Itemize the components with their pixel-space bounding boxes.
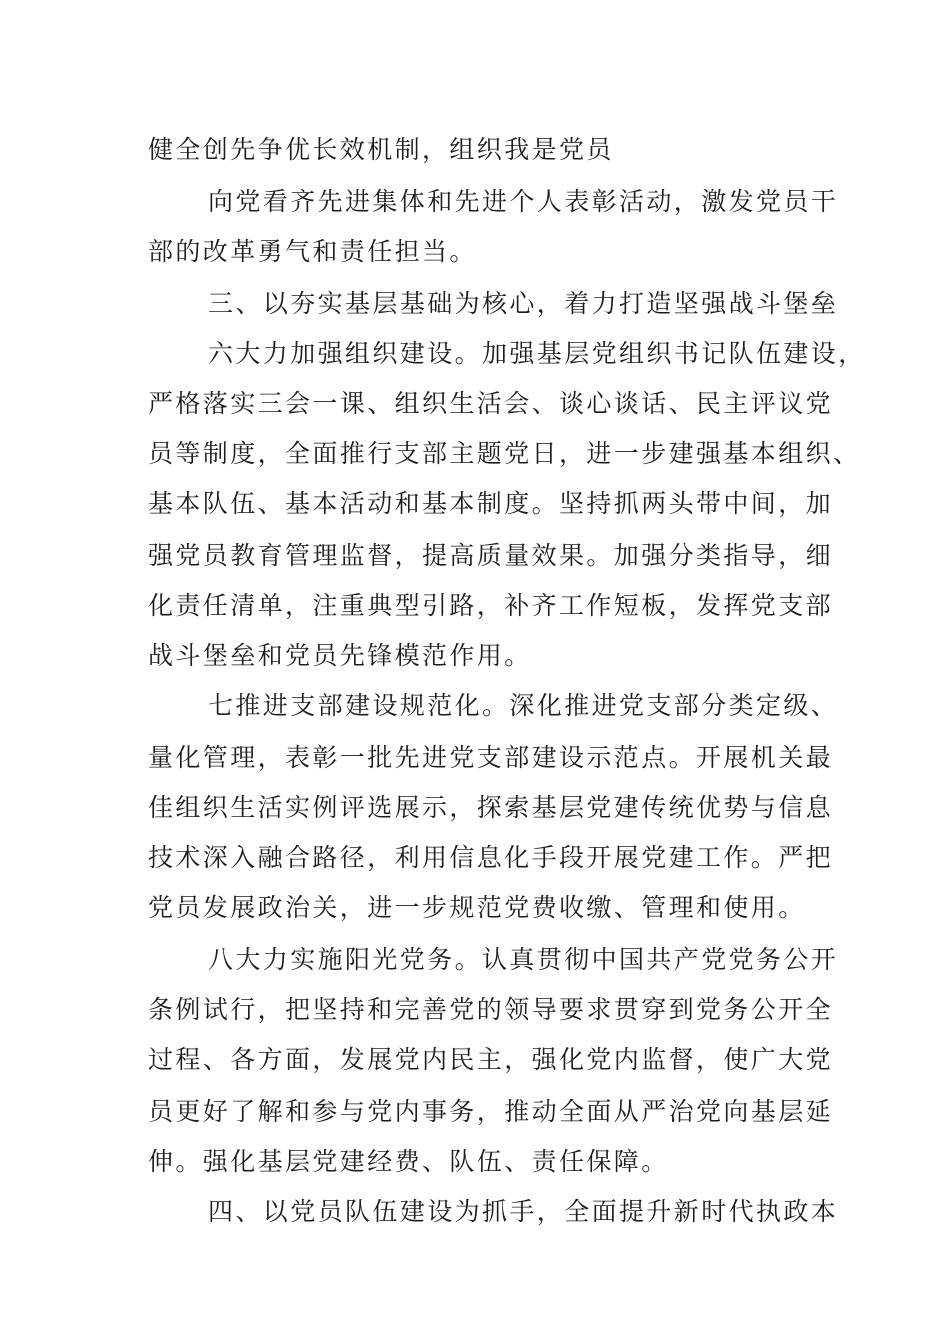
text-line: 战斗堡垒和党员先锋模范作用。	[148, 641, 532, 670]
text-line: 强党员教育管理监督，提高质量效果。加强分类指导，细	[148, 541, 834, 570]
section-heading: 三、以夯实基层基础为核心，着力打造坚强战斗堡垒	[208, 289, 839, 318]
text-line: 基本队伍、基本活动和基本制度。坚持抓两头带中间，加	[148, 489, 834, 518]
text-line: 员更好了解和参与党内事务，推动全面从严治党向基层延	[148, 1097, 834, 1126]
text-line: 化责任清单，注重典型引路，补齐工作短板，发挥党支部	[148, 591, 834, 620]
text-line: 党员发展政治关，进一步规范党费收缴、管理和使用。	[148, 893, 806, 922]
text-line: 严格落实三会一课、组织生活会、谈心谈话、民主评议党	[148, 389, 834, 418]
text-line: 部的改革勇气和责任担当。	[148, 237, 477, 266]
section-heading: 四、以党员队伍建设为抓手，全面提升新时代执政本	[208, 1197, 839, 1226]
text-line: 六大力加强组织建设。加强基层党组织书记队伍建设，	[208, 339, 866, 368]
text-line: 技术深入融合路径，利用信息化手段开展党建工作。严把	[148, 843, 834, 872]
text-line: 八大力实施阳光党务。认真贯彻中国共产党党务公开	[208, 945, 839, 974]
text-line: 健全创先争优长效机制，组织我是党员	[148, 135, 614, 164]
text-line: 条例试行，把坚持和完善党的领导要求贯穿到党务公开全	[148, 995, 834, 1024]
text-line: 员等制度，全面推行支部主题党日，进一步建强基本组织、	[148, 439, 861, 468]
text-line: 量化管理，表彰一批先进党支部建设示范点。开展机关最	[148, 743, 834, 772]
text-line: 佳组织生活实例评选展示，探索基层党建传统优势与信息	[148, 793, 834, 822]
text-line: 七推进支部建设规范化。深化推进党支部分类定级、	[208, 691, 839, 720]
text-line: 向党看齐先进集体和先进个人表彰活动，激发党员干	[208, 187, 839, 216]
text-line: 伸。强化基层党建经费、队伍、责任保障。	[148, 1147, 669, 1176]
text-line: 过程、各方面，发展党内民主，强化党内监督，使广大党	[148, 1045, 834, 1074]
